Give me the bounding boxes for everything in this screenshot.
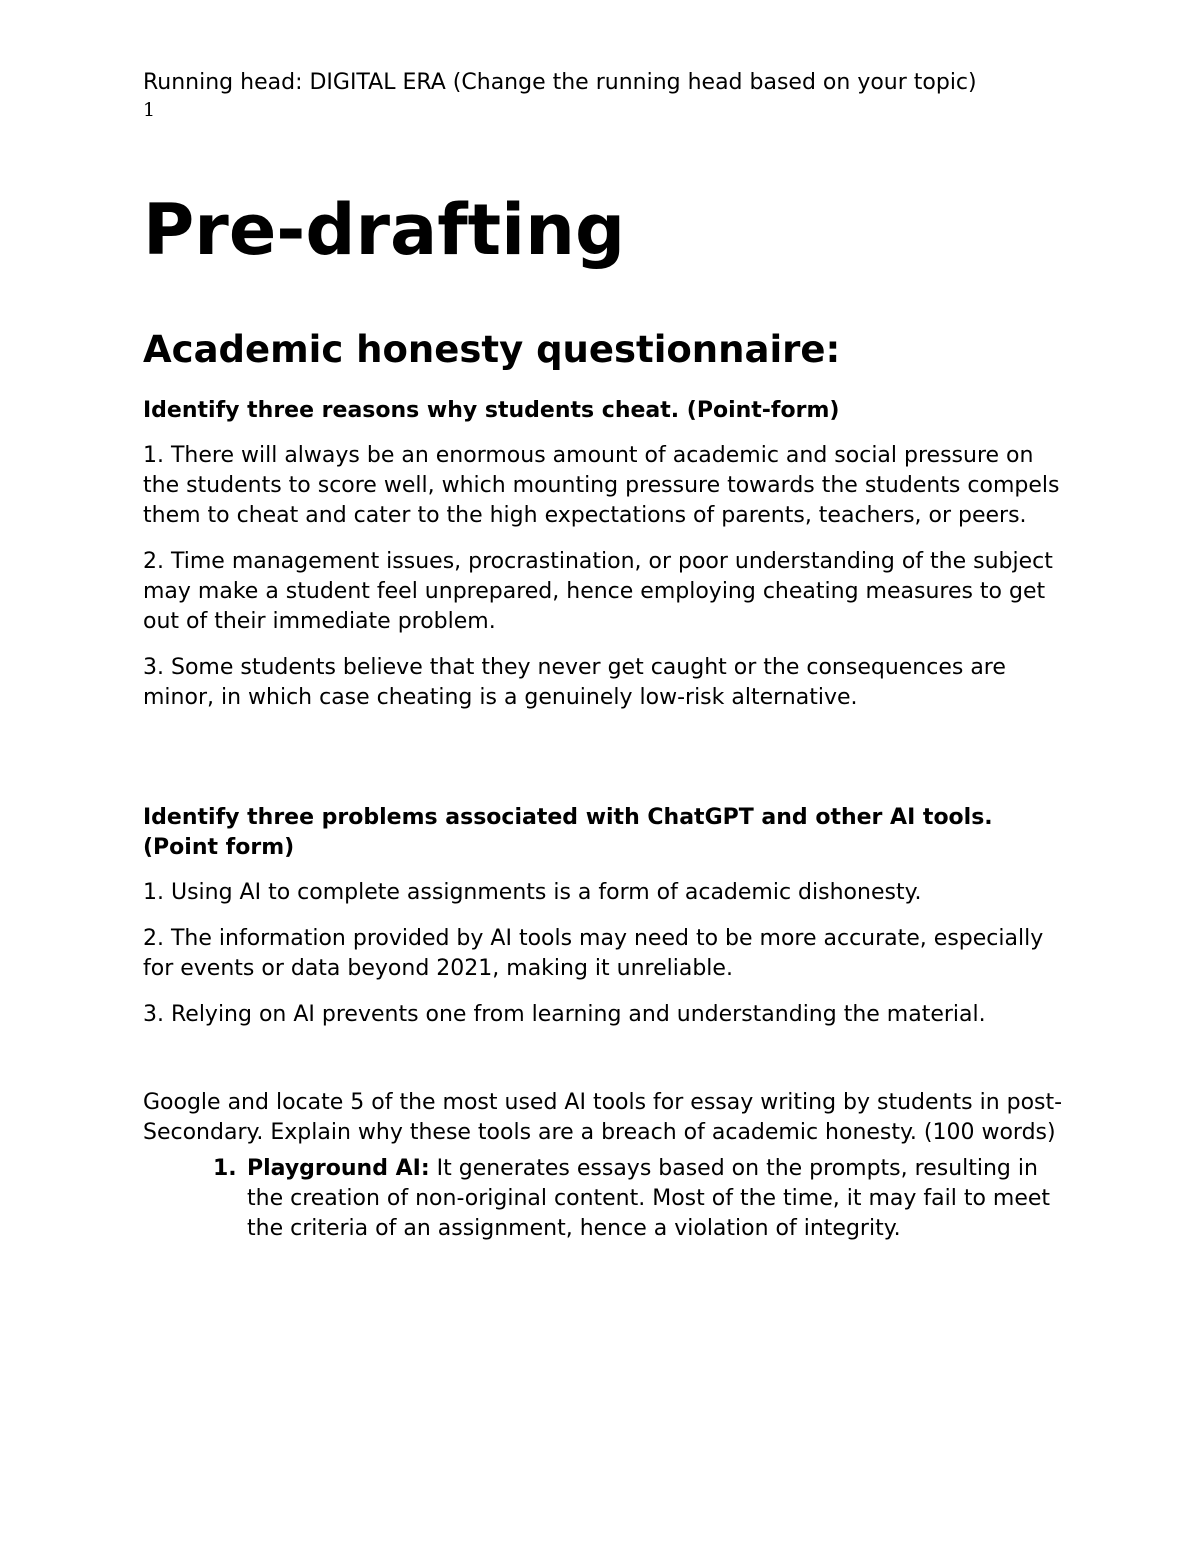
page-number: 1: [143, 99, 156, 121]
answer-paragraph: 2. Time management issues, procrastination, or poor understanding of the subject may make a student feel unprepared, hence employing cheating measures to get out of their immediate problem.: [143, 549, 1053, 634]
question-ai-problems: Identify three problems associated with ChatGPT and other AI tools. (Point form): [143, 805, 993, 860]
answer-paragraph: 1. Using AI to complete assignments is a form of academic dishonesty.: [143, 880, 922, 905]
answer-paragraph: 3. Some students believe that they never get caught or the consequences are minor, in which case cheating is a genuinely low-risk alternative.: [143, 655, 1006, 710]
document-page: [143, 68, 1073, 1244]
answer-paragraph: 2. The information provided by AI tools may need to be more accurate, especially for events or data beyond 2021, making it unreliable.: [143, 926, 1044, 981]
tool-name: Playground AI:: [247, 1156, 430, 1181]
question-ai-tools: Google and locate 5 of the most used AI tools for essay writing by students in post-Secondary. Explain why these tools are a breach of academic honesty. (100 words): [143, 1090, 1063, 1145]
list-item: [213, 1154, 1073, 1244]
ai-tools-list: [143, 1154, 1073, 1244]
page-title: Pre-drafting: [143, 189, 626, 271]
answer-paragraph: 3. Relying on AI prevents one from learning and understanding the material.: [143, 1002, 986, 1027]
question-reasons-cheat: Identify three reasons why students cheat. (Point-form): [143, 398, 840, 423]
answer-paragraph: 1. There will always be an enormous amount of academic and social pressure on the students to score well, which mounting pressure towards the students compels them to cheat and cater to the high expectations of parents, teachers, or peers.: [143, 443, 1060, 528]
tool-description: It generates essays based on the prompts, resulting in the creation of non-original content. Most of the time, it may fail to meet the criteria of an assignment, hence a violation of integrity.: [247, 1156, 1051, 1241]
section-heading: Academic honesty questionnaire:: [143, 328, 841, 371]
list-item-number: 1.: [213, 1156, 237, 1181]
running-head: Running head: DIGITAL ERA (Change the running head based on your topic): [143, 70, 977, 95]
